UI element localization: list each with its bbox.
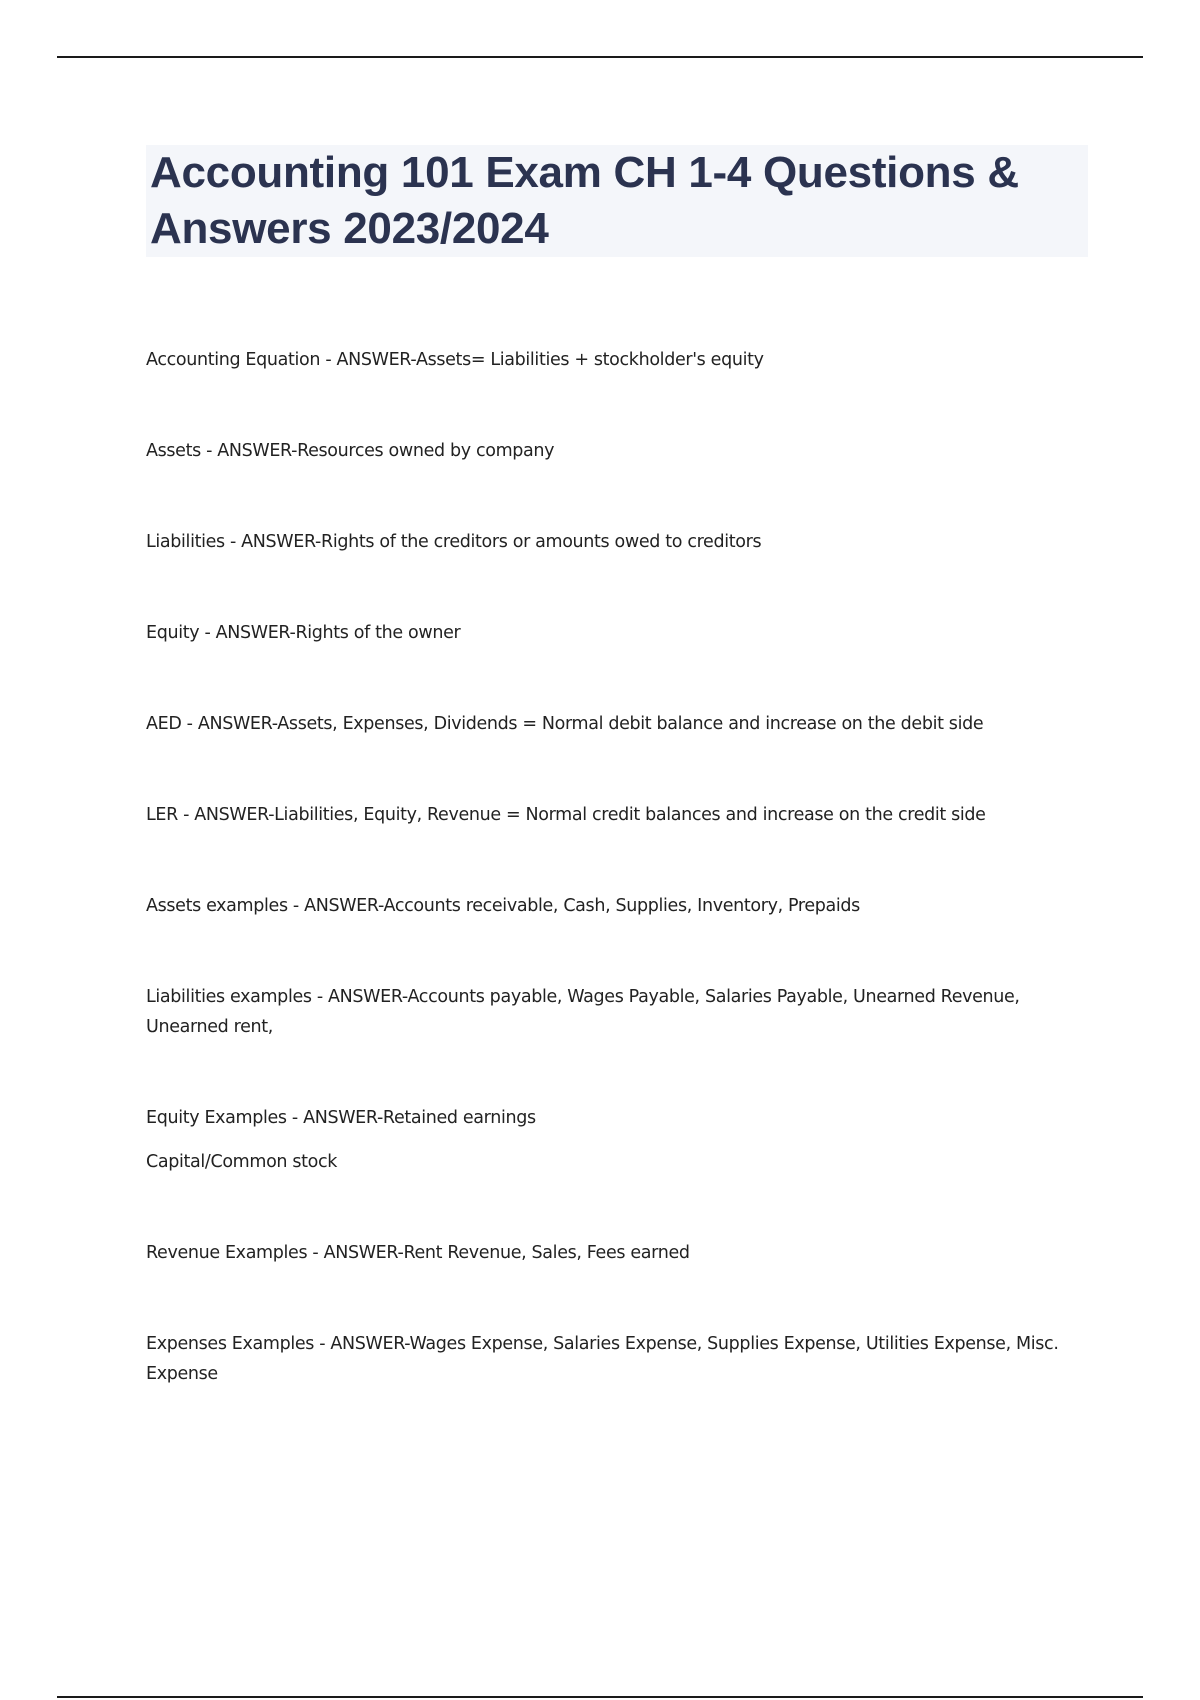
qa-text: LER - ANSWER-Liabilities, Equity, Revenue = Normal credit balances and increase on the credit side (146, 805, 986, 825)
qa-text: Accounting Equation - ANSWER-Assets= Liabilities + stockholder's equity (146, 350, 764, 370)
qa-text: Revenue Examples - ANSWER-Rent Revenue, Sales, Fees earned (146, 1243, 690, 1263)
qa-continuation: Capital/Common stock (146, 1152, 338, 1172)
qa-text: AED - ANSWER-Assets, Expenses, Dividends = Normal debit balance and increase on the debit side (146, 714, 984, 734)
qa-item (146, 345, 1086, 375)
qa-item (146, 1103, 1086, 1177)
qa-text: Liabilities - ANSWER-Rights of the creditors or amounts owed to creditors (146, 532, 762, 552)
qa-list (146, 345, 1086, 1450)
qa-text: Equity Examples - ANSWER-Retained earnings (146, 1108, 536, 1128)
qa-text: Liabilities examples - ANSWER-Accounts payable, Wages Payable, Salaries Payable, Unearned Revenue, Unearned rent, (146, 987, 1020, 1037)
title-block (146, 145, 1088, 257)
qa-item (146, 1329, 1086, 1389)
qa-text: Expenses Examples - ANSWER-Wages Expense, Salaries Expense, Supplies Expense, Utilities Expense, Misc. Expense (146, 1334, 1059, 1384)
qa-text: Equity - ANSWER-Rights of the owner (146, 623, 461, 643)
qa-item (146, 891, 1086, 921)
top-rule (57, 56, 1143, 58)
qa-item (146, 436, 1086, 466)
qa-item (146, 709, 1086, 739)
document-title: Accounting 101 Exam CH 1-4 Questions & Answers 2023/2024 (150, 148, 1019, 253)
qa-text: Assets examples - ANSWER-Accounts receivable, Cash, Supplies, Inventory, Prepaids (146, 896, 860, 916)
qa-text: Assets - ANSWER-Resources owned by company (146, 441, 555, 461)
qa-item (146, 527, 1086, 557)
qa-item (146, 1238, 1086, 1268)
bottom-rule (57, 1696, 1143, 1698)
qa-item (146, 618, 1086, 648)
qa-item (146, 982, 1086, 1042)
qa-item (146, 800, 1086, 830)
